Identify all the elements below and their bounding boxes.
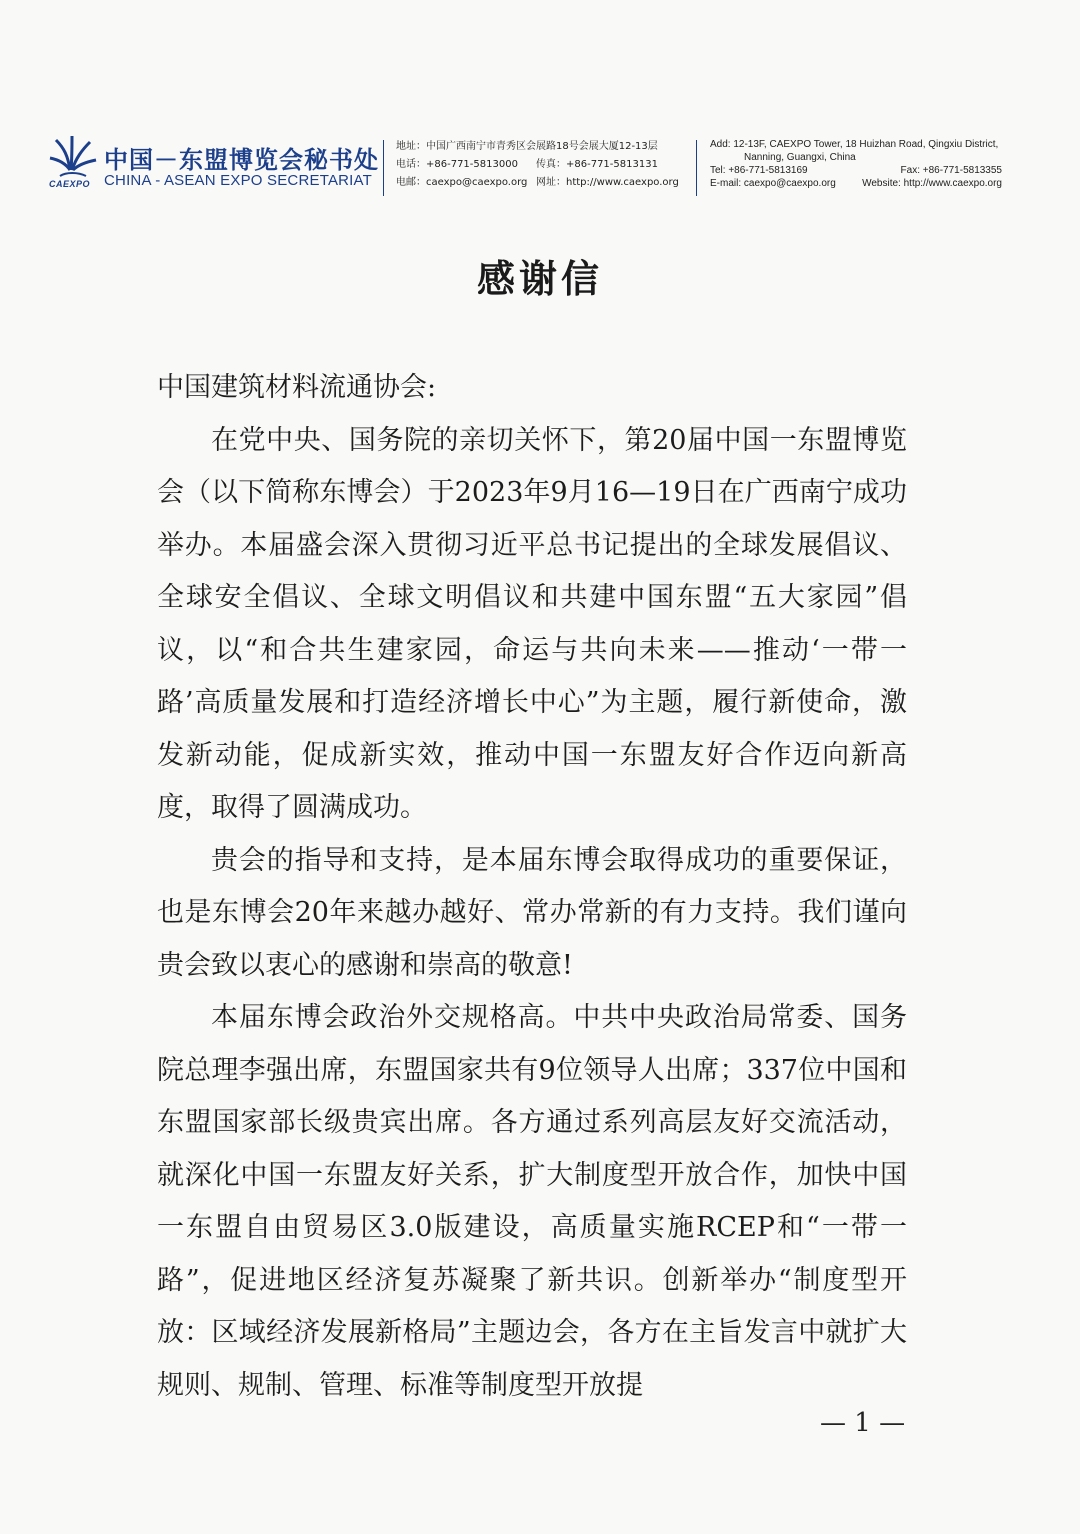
paragraph: 贵会的指导和支持，是本届东博会取得成功的重要保证，也是东博会20年来越办越好、常办常新的有力支持。我们谨向贵会致以衷心的感谢和崇高的敬意!	[157, 844, 907, 981]
en-website: Website: http://www.caexpo.org	[862, 178, 1002, 189]
paragraph: 本届东博会政治外交规格高。中共中央政治局常委、国务院总理李强出席，东盟国家共有9位领导人出席；337位中国和东盟国家部长级贵宾出席。各方通过系列高层友好交流活动，就深化中国一东盟友好关系，扩大制度型开放合作，加快中国一东盟自由贸易区3.0版建设，高质量实施RCEP和“一带一路”，促进地区经济复苏凝聚了新共识。创新举办“制度型开放：区域经济发展新格局”主题边会，各方在主旨发言中就扩大规则、规制、管理、标准等制度型开放提	[157, 1002, 907, 1401]
cn-email: 电邮：caexpo@caexpo.org	[396, 177, 528, 188]
salutation: 中国建筑材料流通协会:	[157, 372, 437, 403]
cn-website: 网址：http://www.caexpo.org	[536, 177, 679, 188]
page-number: — 1 —	[820, 1408, 906, 1438]
cn-tel: 电话：+86-771-5813000	[396, 159, 518, 170]
cn-fax: 传真：+86-771-5813131	[536, 159, 658, 170]
en-address-line1: Add: 12-13F, CAEXPO Tower, 18 Huizhan Road, Qingxiu District,	[710, 139, 999, 150]
letter-body	[157, 362, 907, 1412]
letter-title: 感谢信	[476, 257, 603, 301]
letterhead-divider	[383, 140, 384, 196]
org-name-en: CHINA - ASEAN EXPO SECRETARIAT	[104, 172, 373, 189]
en-email: E-mail: caexpo@caexpo.org	[710, 178, 836, 189]
org-name-cn: 中国－东盟博览会秘书处	[104, 146, 379, 174]
letterhead-divider	[696, 140, 697, 196]
en-tel: Tel: +86-771-5813169	[710, 165, 808, 176]
contact-info-en	[710, 138, 1010, 190]
contact-info-cn	[396, 138, 696, 192]
en-address-line2: Nanning, Guangxi, China	[744, 152, 856, 163]
en-fax: Fax: +86-771-5813355	[900, 165, 1002, 176]
letterhead	[40, 132, 1010, 202]
caexpo-logo-icon	[46, 134, 100, 180]
cn-address: 地址：中国广西南宁市青秀区会展路18号会展大厦12-13层	[396, 141, 658, 152]
caexpo-logo	[46, 134, 100, 194]
paragraph: 在党中央、国务院的亲切关怀下，第20届中国一东盟博览会（以下简称东博会）于2023年9月16—19日在广西南宁成功举办。本届盛会深入贯彻习近平总书记提出的全球发展倡议、全球安全倡议、全球文明倡议和共建中国东盟“五大家园”倡议，以“和合共生建家园，命运与共向未来——推动‘一带一路’高质量发展和打造经济增长中心”为主题，履行新使命，激发新动能，促成新实效，推动中国一东盟友好合作迈向新高度，取得了圆满成功。	[157, 424, 907, 823]
logo-wordmark: CAEXPO	[49, 179, 91, 189]
